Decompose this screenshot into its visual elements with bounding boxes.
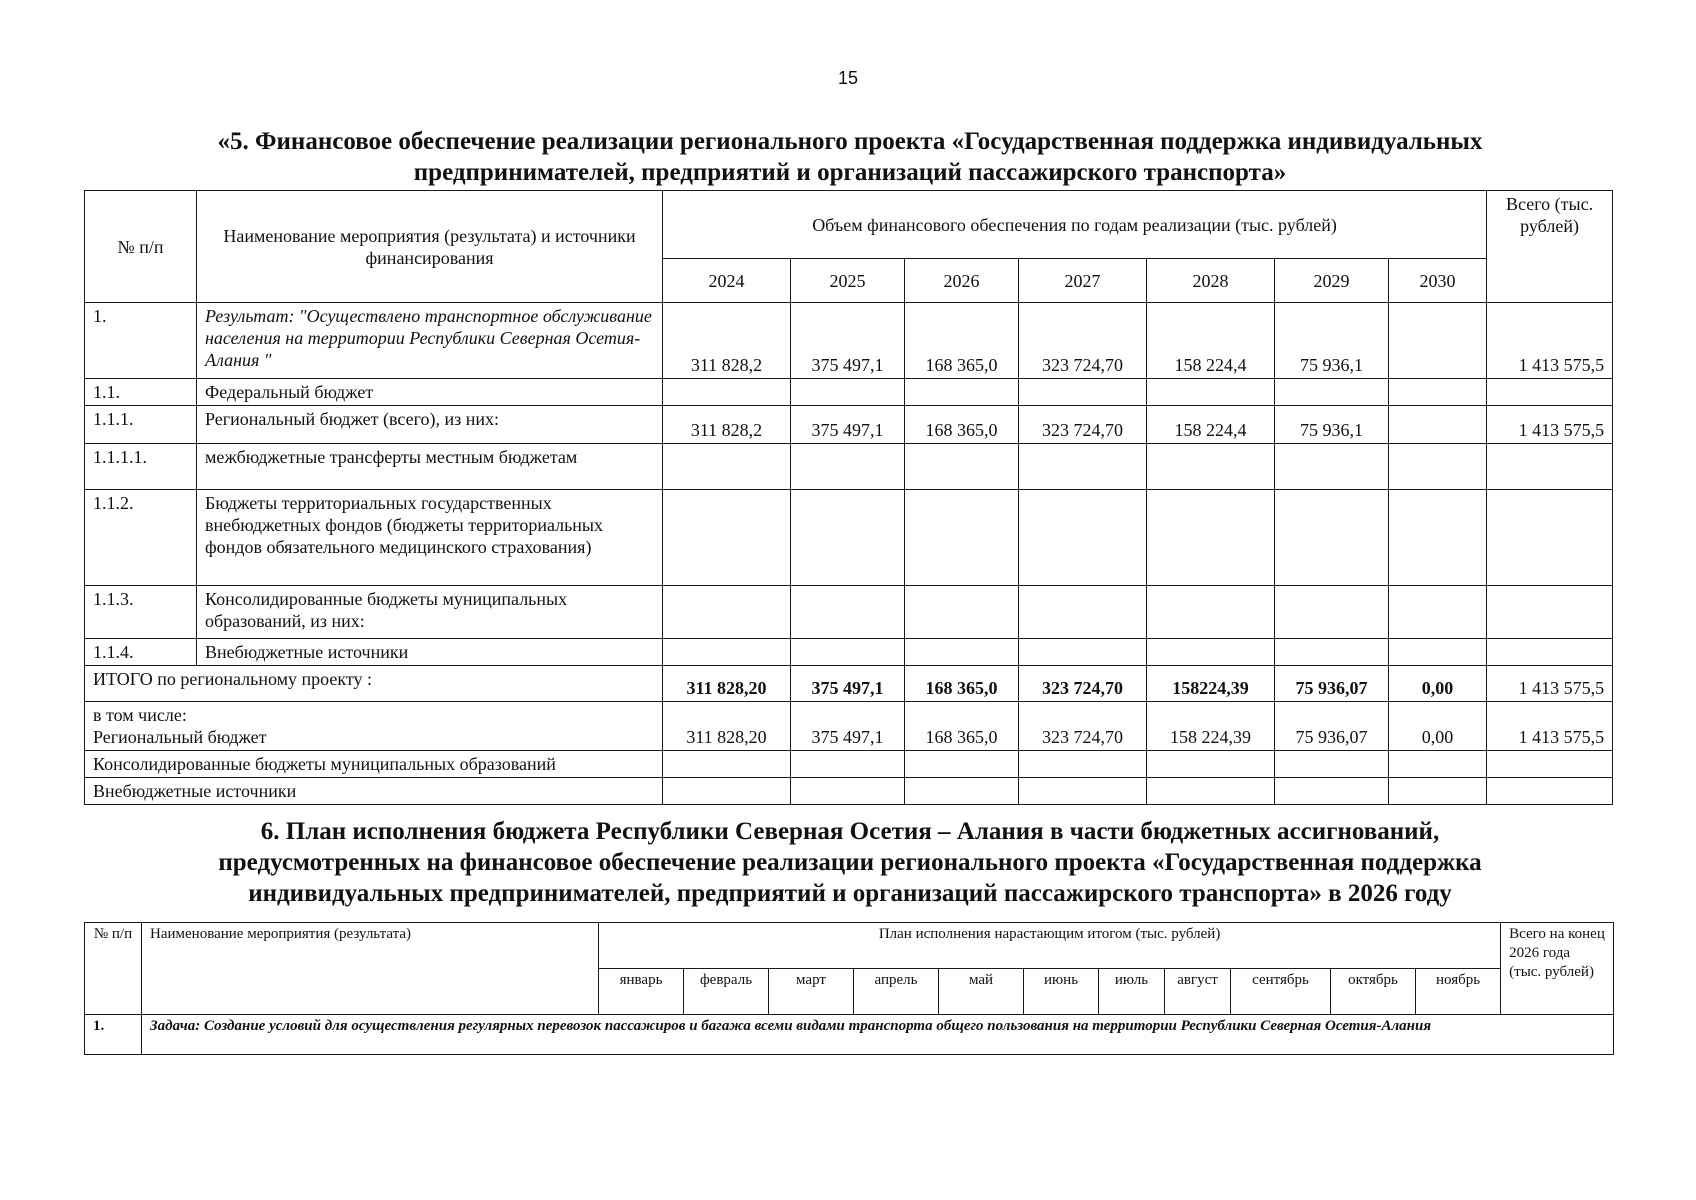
extra-row — [85, 778, 1613, 805]
table-row — [85, 406, 1613, 444]
month-header: февраль — [684, 969, 769, 1015]
itogo-total: 1 413 575,5 — [1487, 666, 1613, 702]
section6-title-line2: предусмотренных на финансовое обеспечение реализации регионального проекта «Государственная поддержка — [218, 849, 1482, 876]
row-name: Результат: "Осуществлено транспортное обслуживание населения на территории Республики Северная Осетия-Алания " — [197, 303, 663, 379]
value-cell — [1147, 586, 1275, 639]
year-header: 2029 — [1275, 259, 1389, 303]
month-header: март — [769, 969, 854, 1015]
value-cell — [1147, 444, 1275, 490]
value-cell — [791, 639, 905, 666]
value-cell — [791, 751, 905, 778]
value-cell — [1389, 406, 1487, 444]
year-header: 2025 — [791, 259, 905, 303]
incl-value: 375 497,1 — [791, 702, 905, 751]
table-row — [85, 586, 1613, 639]
header-volume: Объем финансового обеспечения по годам реализации (тыс. рублей) — [663, 191, 1487, 259]
month-header: сентябрь — [1231, 969, 1331, 1015]
value-cell — [663, 490, 791, 586]
year-header: 2024 — [663, 259, 791, 303]
value-cell — [1019, 586, 1147, 639]
value-cell: 311 828,2 — [663, 406, 791, 444]
value-cell — [1389, 379, 1487, 406]
table-row — [85, 379, 1613, 406]
value-cell: 158 224,4 — [1147, 406, 1275, 444]
value-cell — [1275, 586, 1389, 639]
year-header: 2026 — [905, 259, 1019, 303]
section5-title-line2: предпринимателей, предприятий и организаций пассажирского транспорта» — [413, 159, 1287, 186]
row-num: 1.1.3. — [85, 586, 197, 639]
itogo-label: ИТОГО по региональному проекту : — [85, 666, 663, 702]
value-cell — [905, 751, 1019, 778]
row-num: 1.1.1. — [85, 406, 197, 444]
plan-header-name: Наименование мероприятия (результата) — [142, 923, 599, 1015]
value-cell — [1147, 751, 1275, 778]
incl-label — [85, 702, 663, 751]
value-cell — [1275, 444, 1389, 490]
total-cell — [1487, 490, 1613, 586]
value-cell — [663, 778, 791, 805]
section5-finance-table — [84, 190, 1613, 805]
table-row — [85, 639, 1613, 666]
total-cell: 1 413 575,5 — [1487, 303, 1613, 379]
page-number: 15 — [837, 68, 859, 88]
total-cell — [1487, 379, 1613, 406]
header-num: № п/п — [85, 191, 197, 303]
incl-value: 323 724,70 — [1019, 702, 1147, 751]
row-num: 1. — [85, 303, 197, 379]
value-cell: 158 224,4 — [1147, 303, 1275, 379]
value-cell: 75 936,1 — [1275, 406, 1389, 444]
section6-title-line3: индивидуальных предпринимателей, предприятий и организаций пассажирского транспорта» в 2026 году — [248, 880, 1452, 907]
year-header: 2028 — [1147, 259, 1275, 303]
value-cell — [791, 444, 905, 490]
plan-header-num: № п/п — [85, 923, 142, 1015]
value-cell — [1019, 444, 1147, 490]
row-name: Региональный бюджет (всего), из них: — [197, 406, 663, 444]
value-cell — [1147, 778, 1275, 805]
value-cell — [1275, 379, 1389, 406]
value-cell — [1389, 444, 1487, 490]
value-cell — [1147, 490, 1275, 586]
total-cell — [1487, 444, 1613, 490]
value-cell — [663, 751, 791, 778]
plan-row — [85, 1015, 1614, 1055]
incl-total: 1 413 575,5 — [1487, 702, 1613, 751]
value-cell — [905, 490, 1019, 586]
value-cell — [1389, 639, 1487, 666]
itogo-value: 375 497,1 — [791, 666, 905, 702]
consolidated-label: Консолидированные бюджеты муниципальных образований — [85, 751, 663, 778]
value-cell: 168 365,0 — [905, 406, 1019, 444]
year-header: 2030 — [1389, 259, 1487, 303]
row-name: Бюджеты территориальных государственных внебюджетных фондов (бюджеты территориальных фондов обязательного медицинского страхования) — [197, 490, 663, 586]
section6-title-line1: 6. План исполнения бюджета Республики Северная Осетия – Алания в части бюджетных ассигнований, — [260, 818, 1440, 845]
total-cell: 1 413 575,5 — [1487, 406, 1613, 444]
month-header: октябрь — [1331, 969, 1416, 1015]
value-cell — [791, 379, 905, 406]
value-cell — [1019, 639, 1147, 666]
table-row — [85, 444, 1613, 490]
itogo-value: 158224,39 — [1147, 666, 1275, 702]
value-cell — [663, 586, 791, 639]
plan-row-task: Задача: Создание условий для осуществления регулярных перевозок пассажиров и багажа всеми видами транспорта общего пользования на территории Республики Северная Осетия-Алания — [142, 1015, 1614, 1055]
value-cell — [905, 444, 1019, 490]
value-cell — [905, 639, 1019, 666]
value-cell — [1275, 639, 1389, 666]
value-cell — [1389, 303, 1487, 379]
value-cell — [663, 639, 791, 666]
itogo-value: 168 365,0 — [905, 666, 1019, 702]
value-cell: 375 497,1 — [791, 303, 905, 379]
value-cell — [1389, 490, 1487, 586]
row-name: Внебюджетные источники — [197, 639, 663, 666]
value-cell — [1389, 778, 1487, 805]
table-row — [85, 303, 1613, 379]
value-cell — [663, 379, 791, 406]
value-cell — [791, 490, 905, 586]
total-cell — [1487, 639, 1613, 666]
section6-title — [60, 816, 1640, 909]
consolidated-row — [85, 751, 1613, 778]
section6-plan-table — [84, 922, 1614, 1055]
section5-title-line1: «5. Финансовое обеспечение реализации регионального проекта «Государственная поддержка индивидуальных — [217, 128, 1483, 155]
header-total: Всего (тыс. рублей) — [1487, 191, 1613, 303]
incl-value: 158 224,39 — [1147, 702, 1275, 751]
value-cell — [1389, 586, 1487, 639]
value-cell — [1019, 490, 1147, 586]
incl-value: 168 365,0 — [905, 702, 1019, 751]
row-num: 1.1.4. — [85, 639, 197, 666]
month-header: май — [939, 969, 1024, 1015]
itogo-value: 323 724,70 — [1019, 666, 1147, 702]
value-cell — [1275, 778, 1389, 805]
row-num: 1.1.1.1. — [85, 444, 197, 490]
total-cell — [1487, 751, 1613, 778]
row-num: 1.1.2. — [85, 490, 197, 586]
value-cell: 375 497,1 — [791, 406, 905, 444]
value-cell — [905, 586, 1019, 639]
month-header: январь — [599, 969, 684, 1015]
plan-header-total: Всего на конец 2026 года (тыс. рублей) — [1501, 923, 1614, 1015]
value-cell: 323 724,70 — [1019, 303, 1147, 379]
month-header: июль — [1099, 969, 1165, 1015]
value-cell — [1019, 778, 1147, 805]
extra-label: Внебюджетные источники — [85, 778, 663, 805]
incl-label-line1: в том числе: — [93, 705, 187, 725]
total-cell — [1487, 586, 1613, 639]
itogo-row — [85, 666, 1613, 702]
value-cell — [1147, 379, 1275, 406]
value-cell — [1275, 751, 1389, 778]
month-header: ноябрь — [1416, 969, 1501, 1015]
value-cell: 311 828,2 — [663, 303, 791, 379]
incl-value: 75 936,07 — [1275, 702, 1389, 751]
itogo-value: 311 828,20 — [663, 666, 791, 702]
value-cell — [1389, 751, 1487, 778]
plan-row-num: 1. — [85, 1015, 142, 1055]
month-header: июнь — [1024, 969, 1099, 1015]
row-name: Консолидированные бюджеты муниципальных образований, из них: — [197, 586, 663, 639]
value-cell — [791, 586, 905, 639]
row-num: 1.1. — [85, 379, 197, 406]
month-header: август — [1165, 969, 1231, 1015]
value-cell: 75 936,1 — [1275, 303, 1389, 379]
header-name: Наименование мероприятия (результата) и источники финансирования — [197, 191, 663, 303]
itogo-value: 0,00 — [1389, 666, 1487, 702]
value-cell — [905, 778, 1019, 805]
row-name: межбюджетные трансферты местным бюджетам — [197, 444, 663, 490]
section5-title — [60, 126, 1640, 188]
incl-value: 0,00 — [1389, 702, 1487, 751]
total-cell — [1487, 778, 1613, 805]
value-cell — [791, 778, 905, 805]
table-row — [85, 490, 1613, 586]
value-cell: 168 365,0 — [905, 303, 1019, 379]
value-cell: 323 724,70 — [1019, 406, 1147, 444]
incl-row — [85, 702, 1613, 751]
value-cell — [905, 379, 1019, 406]
incl-value: 311 828,20 — [663, 702, 791, 751]
value-cell — [1275, 490, 1389, 586]
incl-label-line2: Региональный бюджет — [93, 727, 267, 747]
value-cell — [1147, 639, 1275, 666]
row-name: Федеральный бюджет — [197, 379, 663, 406]
plan-header-plan: План исполнения нарастающим итогом (тыс. рублей) — [599, 923, 1501, 969]
value-cell — [663, 444, 791, 490]
month-header: апрель — [854, 969, 939, 1015]
header-row-top — [85, 191, 1613, 259]
year-header: 2027 — [1019, 259, 1147, 303]
itogo-value: 75 936,07 — [1275, 666, 1389, 702]
value-cell — [1019, 379, 1147, 406]
plan-header-row-top — [85, 923, 1614, 969]
value-cell — [1019, 751, 1147, 778]
